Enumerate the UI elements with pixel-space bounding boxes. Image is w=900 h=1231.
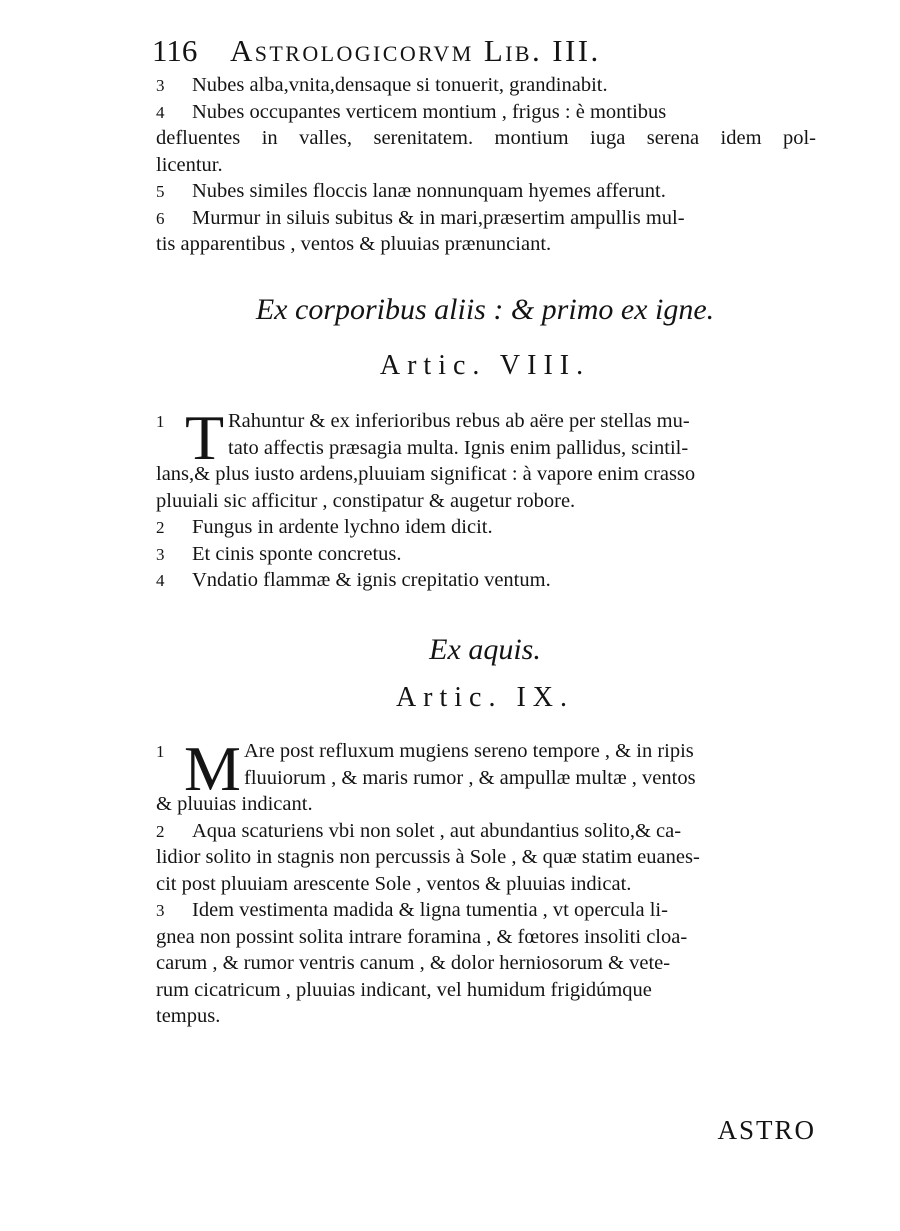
line-text: Are post refluxum mugiens sereno tempore , & in ripis <box>244 740 694 762</box>
text-line <box>156 125 816 152</box>
item-number: 3 <box>156 76 165 95</box>
line-text: gnea non possint solita intrare foramina , & fœtores insoliti cloa- <box>156 925 688 948</box>
line-text: rum cicatricum , pluuias indicant, vel humidum frigidúmque <box>156 978 652 1001</box>
line-text: tato affectis præsagia multa. Ignis enim pallidus, scintil- <box>228 436 689 459</box>
text-line <box>156 541 816 568</box>
text-line <box>156 924 816 951</box>
running-head <box>152 30 792 72</box>
line-text: defluentes in valles, serenitatem. montium iuga serena idem pol- <box>156 127 816 149</box>
item-number: 3 <box>156 901 165 920</box>
text-line <box>156 408 816 435</box>
item-number: 2 <box>156 518 165 537</box>
section-viii <box>156 402 816 594</box>
line-text: Nubes alba,vnita,densaque si tonuerit, grandinabit. <box>192 74 608 96</box>
text-line <box>156 435 816 462</box>
item-number: 4 <box>156 102 165 122</box>
text-line <box>156 488 816 515</box>
text-line <box>156 844 816 871</box>
text-line <box>156 765 816 792</box>
line-text: pluuiali sic afficitur , constipatur & augetur robore. <box>156 489 576 512</box>
text-line <box>156 950 816 977</box>
item-number: 4 <box>156 571 165 590</box>
text-line <box>156 99 816 126</box>
line-text: tis apparentibus , ventos & pluuias prænunciant. <box>156 233 552 255</box>
heading-fire: Ex corporibus aliis : & primo ex igne. <box>255 293 715 326</box>
text-line <box>156 205 816 232</box>
text-line <box>156 72 816 99</box>
line-text: Murmur in siluis subitus & in mari,præsertim ampullis mul- <box>192 206 685 229</box>
section-ix <box>156 733 816 1030</box>
item-number: 5 <box>156 182 165 201</box>
line-text: carum , & rumor ventris canum , & dolor herniosorum & vete- <box>156 952 671 974</box>
drop-cap-t: T <box>185 402 225 473</box>
line-text: Vndatio flammæ & ignis crepitatio ventum. <box>192 569 551 591</box>
text-line <box>156 738 816 765</box>
line-text: tempus. <box>156 1005 221 1027</box>
text-line <box>156 791 816 818</box>
line-text: cit post pluuiam arescente Sole , ventos & pluuias indicat. <box>156 872 632 895</box>
text-line <box>156 1003 816 1030</box>
drop-cap-m: M <box>184 733 241 804</box>
line-text: Aqua scaturiens vbi non solet , aut abundantius solito,& ca- <box>192 819 682 842</box>
item-number: 6 <box>156 208 165 228</box>
article-heading-viii: Artic. VIII. <box>379 350 591 381</box>
running-title: Astrologicorvm Lib. III. <box>230 33 601 68</box>
line-text: Rahuntur & ex inferioribus rebus ab aëre per stellas mu- <box>228 410 690 432</box>
heading-water: Ex aquis. <box>429 633 541 666</box>
text-line <box>156 897 816 924</box>
text-line <box>156 178 816 205</box>
line-text: lans,& plus iusto ardens,pluuiam significat : à vapore enim crasso <box>156 463 696 485</box>
line-text: Nubes occupantes verticem montium , frigus : è montibus <box>192 100 667 123</box>
text-line <box>156 871 816 898</box>
text-line <box>156 818 816 845</box>
line-text: & pluuias indicant. <box>156 793 313 815</box>
text-line <box>156 461 816 488</box>
line-text: Nubes similes floccis lanæ nonnunquam hyemes afferunt. <box>192 180 666 202</box>
line-text: licentur. <box>156 153 223 176</box>
line-text: fluuiorum , & maris rumor , & ampullæ multæ , ventos <box>244 766 696 789</box>
text-line <box>156 567 816 594</box>
text-line <box>156 977 816 1004</box>
item-number: 2 <box>156 821 165 841</box>
text-line <box>156 231 816 258</box>
item-number: 1 <box>156 412 165 431</box>
text-line <box>156 152 816 179</box>
line-text: Fungus in ardente lychno idem dicit. <box>192 516 493 538</box>
item-number: 3 <box>156 544 165 564</box>
item-number: 1 <box>156 742 165 761</box>
line-text: Idem vestimenta madida & ligna tumentia , vt opercula li- <box>192 899 668 921</box>
article-heading-ix: Artic. IX. <box>395 682 575 713</box>
line-text: lidior solito in stagnis non percussis à Sole , & quæ statim euanes- <box>156 846 700 868</box>
text-line <box>156 514 816 541</box>
line-text: Et cinis sponte concretus. <box>192 542 402 565</box>
section-top <box>156 72 816 258</box>
catchword: ASTRO <box>717 1115 816 1145</box>
page-number: 116 <box>152 33 198 68</box>
